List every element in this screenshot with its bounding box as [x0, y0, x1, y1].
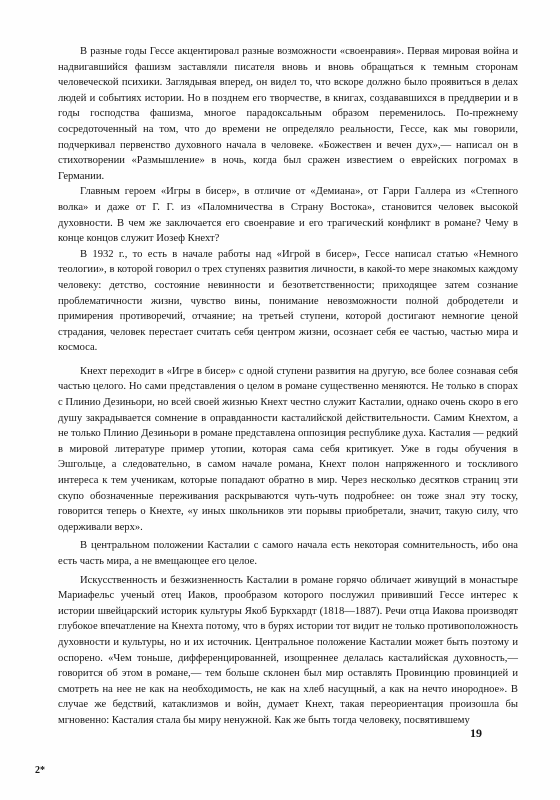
signature-mark: 2*: [35, 765, 45, 776]
paragraph: В центральном положении Касталии с самого начала есть некоторая сомнительность, ибо она есть часть мира, а не вмещающее его целое.: [58, 540, 518, 567]
paragraph: Кнехт переходит в «Игре в бисер» с одной ступени развития на другую, все более сознавая себя частью целого. Но сами представления о целом в романе существенно меняются. Не только в спорах с Плинио Дезиньори, но всей своей жизнью Кнехт честно служит Касталии, однако очень скоро в его душу закрадывается сомнение в оправданности касталийской действительности. Самим Кнехтом, а не только Плинио Дезиньори в романе представлена оппозиция республике духа. Касталия — редкий в мировой литературе пример утопии, которая сама себя критикует. Уже в годы обучения в Эшгольце, а следовательно, в самом начале романа, Кнехт полон напряженного и тоскливого интереса к тем ученикам, которые попадают обратно в мир. Через несколько десятков страниц эти скупо обозначенные переживания раскрываются чуть-чуть подробнее: он тоже знал эту тоску, говорится теперь о Кнехте, «у иных школьников эти порывы приобретали, значит, такую силу, что одерживали верх».: [58, 365, 518, 533]
paragraph: Главным героем «Игры в бисер», в отличие от «Демиана», от Гарри Галлера из «Степного волка» и даже от Г. Г. из «Паломничества в Страну Востока», становится человек высокой духовности. В чем же заключается его своенравие и его трагический конфликт в романе? Чему в конце концов служит Иозеф Кнехт?: [58, 186, 518, 245]
paragraph: Искусственность и безжизненность Касталии в романе горячо обличает живущий в монастыре Мариафельс ученый отец Иаков, прообразом которого послужил прививший Гессе интерес к истории швейцарский историк культуры Якоб Буркхардт (1818—1887). Речи отца Иакова производят глубокое впечатление на Кнехта потому, что в бурях истории тот видит не только противоположность духовности и культуры, но и их источник. Центральное положение Касталии может быть поэтому и оспорено. «Чем тоньше, дифференцированней, изощреннее делалась касталийская духовность,— говорится об этом в романе,— тем больше склонен был мир оставлять Провинцию провинцией и смотреть на нее не как на необходимость, не как на хлеб насущный, а как на нечто инородное». В случае же бедствий, катаклизмов и войн, думает Кнехт, такая переориентация произошла бы мгновенно: Касталия стала бы миру ненужной. Как же быть тогда человеку, посвятившему: [58, 574, 518, 726]
page-number: 19: [470, 726, 482, 740]
paragraph: В 1932 г., то есть в начале работы над «Игрой в бисер», Гессе написал статью «Немного теологии», в которой говорил о трех ступенях развития личности, в какой-то мере знакомых каждому человеку: детство, состояние невинности и безответственности; приходящее затем сознание проблематичности жизни, чувство вины, понимание невозможности полной добродетели и примирения противоречий, отчаяние; на третьей ступени, которой достигают немногие ценой страдания, человек перестает считать себя центром жизни, осознает себя ее частью, частью мира и космоса.: [58, 248, 518, 354]
body-text: [58, 44, 518, 729]
paragraph: В разные годы Гессе акцентировал разные возможности «своенравия». Первая мировая война и надвигавшийся фашизм заставляли писателя вновь и вновь обращаться к темным сторонам человеческой психики. Заглядывая вперед, он видел то, что вскоре должно было проявиться в делах людей и событиях истории. Но в позднем его творчестве, в книгах, создававшихся в преддверии и в годы господства фашизма, многое парадоксальным образом переменилось. По-прежнему сосредоточенный на том, что до времени не определяло реальности, Гессе, как мы говорили, подчеркивал первенство духовного начала в человеке. «Божествен и вечен дух»,— написал он в стихотворении «Размышление» в ночь, когда был сражен известием о еврейских погромах в Германии.: [58, 46, 518, 182]
